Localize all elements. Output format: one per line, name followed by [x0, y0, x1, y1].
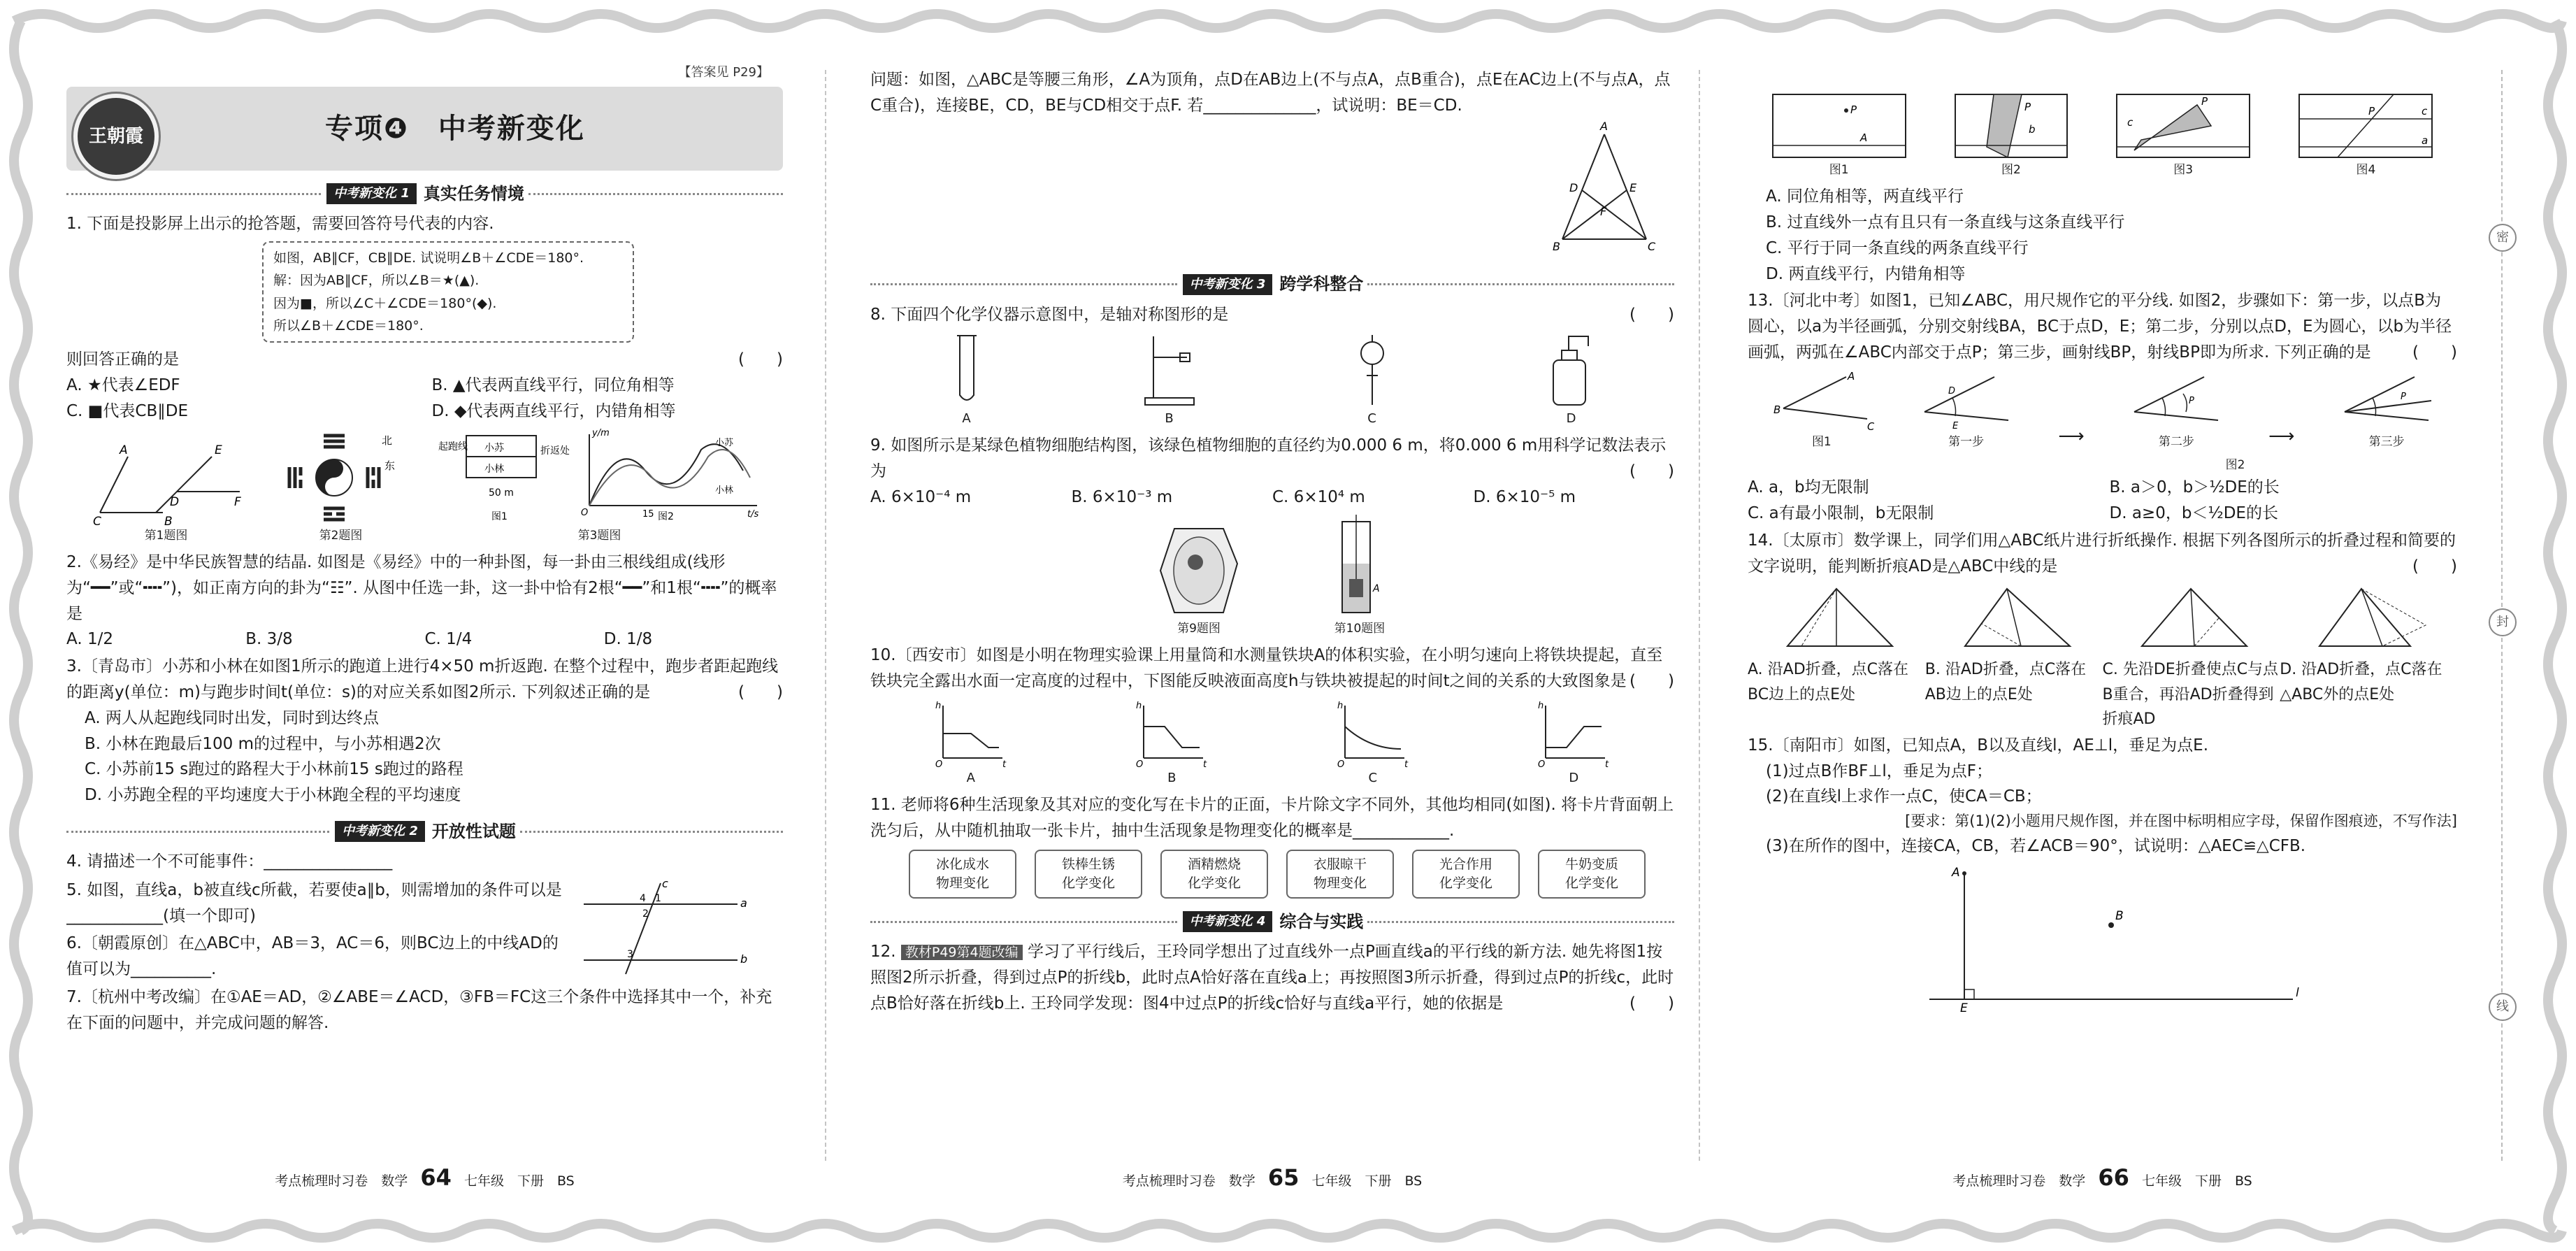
- angle-label: 1: [655, 893, 661, 905]
- graph-label: D: [1569, 770, 1579, 785]
- question-stem: 8. 下面四个化学仪器示意图中，是轴对称图形的是: [870, 305, 1229, 324]
- question-15: [1748, 733, 2457, 1022]
- option-a: A. a，b均无限制: [1748, 478, 1869, 497]
- figure-q1: [86, 443, 247, 545]
- page-footer: [870, 1160, 1674, 1196]
- point-label: B: [1553, 239, 1560, 253]
- question-stem: 学习了平行线后，王玲同学想出了过直线外一点P画直线a的平行线的新方法. 她先将图1按照图2所示折叠，得到过点P的折线b，此时点A恰好落在直线a上；再按照图3所示折叠，得到过点P的折线c，此时点B恰好落在折线b上. 王玲同学发现：图4中过点P的折线c恰好与直线a平行，她的依据是: [870, 943, 1674, 1013]
- svg-text:O: O: [935, 759, 942, 769]
- svg-text:A: A: [1847, 369, 1855, 383]
- fig-axis-t: t/s: [747, 508, 758, 520]
- figure-q13-step3: [2338, 370, 2435, 452]
- option-b: B. 6×10⁻³ m: [1071, 487, 1173, 506]
- test-tube-icon: [946, 332, 988, 409]
- point-label: A: [1952, 865, 1960, 880]
- point-label: D: [169, 494, 179, 509]
- option-c: C. ■代表CB∥DE: [66, 401, 188, 420]
- figure-caption: 图3: [2173, 163, 2194, 177]
- section-heading-4: [870, 908, 1674, 935]
- svg-text:A: A: [1859, 131, 1867, 144]
- question-5-row: [66, 876, 783, 983]
- svg-text:P: P: [2024, 101, 2031, 113]
- line-label: l: [2296, 985, 2299, 1000]
- answer-paren: ( ): [1629, 462, 1674, 481]
- fig-origin: O: [580, 507, 588, 518]
- option-b: B. a＞0，b＞½DE的长: [2109, 478, 2280, 497]
- figure-caption: 图1: [1811, 434, 1832, 449]
- section-heading-3: [870, 271, 1674, 297]
- angle-label: 3: [627, 949, 633, 961]
- svg-text:P: P: [2401, 391, 2406, 402]
- fold-option-a: [1773, 583, 1899, 653]
- answer-paren: ( ): [738, 350, 783, 369]
- angle-label: 2: [642, 908, 649, 920]
- instrument-a: [946, 332, 988, 429]
- page-footer: [1748, 1160, 2457, 1196]
- instrument-label: C: [1367, 410, 1376, 426]
- card: 牛奶变质 化学变化: [1538, 850, 1646, 899]
- figure-caption: 第10题图: [1334, 621, 1386, 636]
- footer-series: 考点梳理时习卷 数学: [1952, 1173, 2086, 1189]
- option-b: B. 过直线外一点有且只有一条直线与这条直线平行: [1766, 213, 2125, 231]
- fig-label-su: 小苏: [484, 442, 504, 454]
- figure-q15: [1887, 859, 2307, 1013]
- page-65: [870, 63, 1674, 1196]
- page-number: 65: [1267, 1164, 1300, 1191]
- answer-blank[interactable]: ______________: [1203, 96, 1316, 115]
- point-label: A: [1600, 120, 1608, 133]
- option-b: B. ▲代表两直线平行，同位角相等: [431, 376, 675, 395]
- answer-paren: ( ): [1629, 994, 1674, 1013]
- question-stem: 15.〔南阳市〕如图，已知点A，B以及直线l，AE⊥l，垂足为点E.: [1748, 736, 2209, 755]
- arrow-icon: ⟶: [2268, 426, 2295, 448]
- svg-text:h: h: [1136, 700, 1142, 711]
- point-label: A: [119, 443, 128, 457]
- answer-blank[interactable]: ________________: [264, 852, 393, 871]
- line-label-a: a: [740, 896, 747, 910]
- answer-box: [262, 241, 634, 343]
- question-stem: 6.〔朝霞原创〕在△ABC中，AB＝3，AC＝6，则BC边上的中线AD的值可以为: [66, 934, 559, 978]
- question-11: [870, 792, 1674, 899]
- fold-option-d: [2305, 583, 2431, 653]
- option-c: C. 小苏前15 s跑过的路程大于小林前15 s跑过的路程: [85, 760, 463, 779]
- question-9: [870, 433, 1674, 638]
- figure-caption: 第1题图: [144, 528, 188, 543]
- card: 衣服晾干 物理变化: [1286, 850, 1394, 899]
- binding-line: [2489, 70, 2517, 1161]
- fold-fig-1: [1769, 91, 1909, 161]
- footer-series: 考点梳理时习卷 数学: [275, 1173, 408, 1189]
- svg-text:t: t: [1002, 759, 1006, 769]
- option-c: C. 6×10⁴ m: [1272, 487, 1365, 506]
- fold-option-b: [1951, 583, 2077, 653]
- option-c: C. 1/4: [424, 630, 473, 649]
- sub-question-1: (1)过点B作BF⊥l，垂足为点F；: [1766, 762, 1993, 780]
- figure-q12-1: [1769, 91, 1909, 180]
- options: [66, 373, 783, 424]
- question-4: [66, 849, 783, 875]
- brand-logo: 王朝霞: [73, 94, 159, 179]
- card: 酒精燃烧 化学变化: [1160, 850, 1268, 899]
- option-a: A. 沿AD折叠，点C落在BC边上的点E处: [1748, 661, 1909, 703]
- angle-abc-figure: [1769, 370, 1874, 433]
- option-d: D. ◆代表两直线平行，内错角相等: [431, 401, 676, 420]
- figure-row: [870, 515, 1674, 638]
- option-d: D. 两直线平行，内错角相等: [1766, 264, 1966, 283]
- option-c: C. 先沿DE折叠使点C与点B重合，再沿AD折叠得到折痕AD: [2102, 661, 2279, 728]
- question-stem: 5. 如图，直线a，b被直线c所截，若要使a∥b，则需增加的条件可以是: [66, 881, 562, 900]
- figure-q12-4: [2296, 91, 2435, 180]
- option-a: A. 1/2: [66, 630, 113, 649]
- point-label: C: [92, 514, 101, 527]
- svg-text:h: h: [1538, 700, 1544, 711]
- section-header: [66, 65, 783, 171]
- figure-row-q12: [1748, 91, 2457, 180]
- graduated-cylinder-figure: [1328, 515, 1391, 620]
- point-label: B: [2115, 908, 2124, 923]
- graph-d-plot: [1535, 699, 1612, 769]
- svg-text:t: t: [1605, 759, 1609, 769]
- point-label: B: [164, 514, 173, 527]
- question-tail: ，试说明：BE＝CD.: [1316, 96, 1462, 115]
- svg-text:P: P: [2189, 395, 2195, 406]
- footer-series: 考点梳理时习卷 数学: [1122, 1173, 1255, 1189]
- point-label: C: [1648, 239, 1656, 253]
- answer-paren: ( ): [738, 682, 783, 701]
- svg-text:b: b: [2028, 123, 2036, 136]
- section-tag: 中考新变化 1: [326, 183, 417, 204]
- graph-b: [1133, 699, 1210, 789]
- question-stem: 1. 下面是投影屏上出示的抢答题，需要回答符号代表的内容.: [66, 215, 494, 234]
- option-b: B. 沿AD折叠，点C落在AB边上的点E处: [1924, 661, 2087, 703]
- question-5-6-text: [66, 876, 570, 983]
- fold-fig-2: [1952, 91, 2071, 161]
- question-14: [1748, 528, 2457, 731]
- graph-a: [933, 699, 1009, 789]
- svg-text:A: A: [1373, 582, 1380, 594]
- answer-reference: 【答案见 P29】: [678, 65, 769, 80]
- question-7: [66, 985, 783, 1036]
- question-stem: 2.《易经》是中华民族智慧的结晶. 如图是《易经》中的一种卦图，每一卦由三根线组成(线形为“━━”或“╍╍”)，如正南方向的卦为“☷”. 从图中任选一卦，这一卦中恰有2根“━━”和1根“╍╍”的概率是: [66, 552, 777, 623]
- page-64: [66, 63, 783, 1196]
- point-label: E: [214, 443, 222, 457]
- question-stem: 10.〔西安市〕如图是小明在物理实验课上用量筒和水测量铁块A的体积实验，在小明匀速向上将铁块提起，直至铁块完全露出水面一定高度的过程中，下图能反映液面高度h与铁块被提起的时间t之间的关系的大致图象是: [870, 645, 1663, 690]
- svg-text:t: t: [1404, 759, 1408, 769]
- side-tab-feng: 封: [2489, 608, 2517, 636]
- point-label: E: [1960, 1001, 1968, 1013]
- box-line: 解：因为AB∥CF，所以∠B＝★(▲).: [273, 273, 480, 289]
- option-a: A. 同位角相等，两直线平行: [1766, 187, 1964, 206]
- card: 光合作用 化学变化: [1412, 850, 1520, 899]
- figure-q10: [1328, 515, 1391, 638]
- figure-caption: 第2题图: [319, 528, 363, 543]
- svg-text:P: P: [2201, 95, 2208, 108]
- point-label: F: [233, 494, 241, 509]
- box-line: 所以∠B＋∠CDE＝180°.: [273, 318, 424, 334]
- column-divider: [825, 70, 826, 1161]
- angle-label: 4: [640, 893, 646, 905]
- answer-paren: ( ): [1629, 671, 1674, 690]
- question-12: 12. 教材P49第4题改编 学习了平行线后，王玲同学想出了过直线外一点P画直线a的平行线的新方法. 她先将图1按照图2所示折叠，得到过点P的折线b，此时点A恰好落在直线a上；再按照图3所示折叠，得到过点P的折线c，此时点B恰好落在折线b上. 王玲同学发现：图4中过点P的折线c恰好与直线a平行，她的依据是 ( ): [870, 939, 1674, 1016]
- iron-stand-icon: [1138, 332, 1201, 409]
- svg-text:B: B: [1773, 403, 1781, 416]
- option-d: D. 6×10⁻⁵ m: [1473, 487, 1576, 506]
- instrument-label: B: [1165, 410, 1174, 426]
- graph-label: B: [1167, 770, 1177, 785]
- fold-fig-3: [2113, 91, 2253, 161]
- graph-label: A: [966, 770, 975, 785]
- question-stem: 13.〔河北中考〕如图1，已知∠ABC，用尺规作它的平分线. 如图2，步骤如下：第一步，以点B为圆心，以a为半径画弧，分别交射线BA，BC于点D，E；第二步，分别以点D，E为圆心，以b为半径画弧，两弧在∠ABC内部交于点P；第三步，画射线BP，射线BP即为所求. 下列正确的是: [1748, 292, 2452, 362]
- fig-label-start: 起跑线: [438, 441, 468, 452]
- fig-tick-15: 15: [642, 508, 654, 520]
- figure-q9: [1153, 522, 1244, 638]
- svg-text:P: P: [2368, 105, 2375, 117]
- figure-q13-step2: [2127, 370, 2225, 452]
- sub-question-2: (2)在直线l上求作一点C，使CA＝CB；: [1766, 787, 2042, 806]
- svg-text:c: c: [2127, 116, 2134, 129]
- section-title: 跨学科整合: [1279, 274, 1364, 294]
- figure-q2: [285, 429, 397, 545]
- svg-text:t: t: [1203, 759, 1207, 769]
- options: [66, 627, 783, 652]
- step-2-figure: [2127, 370, 2225, 433]
- graph-label: C: [1368, 770, 1378, 785]
- option-a: A. 两人从起跑线同时出发，同时到达终点: [85, 708, 379, 727]
- answer-blank[interactable]: ____________: [66, 906, 163, 925]
- question-stem: 问题：如图，△ABC是等腰三角形，∠A为顶角，点D在AB边上(不与点A，点B重合)，点E在AC边上(不与点A，点C重合)，连接BE，CD，BE与CD相交于点F. 若: [870, 71, 1671, 115]
- svg-text:O: O: [1337, 759, 1344, 769]
- section-title: 开放性试题: [431, 821, 516, 841]
- answer-blank[interactable]: __________: [131, 959, 211, 978]
- figure-caption: 第3题图: [577, 528, 621, 543]
- question-3: [66, 654, 783, 808]
- question-13: [1748, 288, 2457, 526]
- option-d: D. 小苏跑全程的平均速度大于小林跑全程的平均速度: [85, 786, 461, 805]
- question-10: [870, 643, 1674, 788]
- card: 铁棒生锈 化学变化: [1035, 850, 1142, 899]
- option-d: D. 1/8: [603, 630, 653, 649]
- line-label-b: b: [740, 952, 748, 966]
- box-line: 因为■，所以∠C＋∠CDE＝180°(◆).: [273, 295, 497, 311]
- figure-caption: 图1: [1829, 163, 1849, 177]
- construction-requirement: [要求：第(1)(2)小题用尺规作图，并在图中标明相应字母，保留作图痕迹，不写作法]: [1905, 813, 2457, 830]
- track-and-graph-figure: [436, 429, 764, 527]
- compass-north: 北: [381, 434, 392, 447]
- figure-q3: [436, 429, 764, 545]
- question-stem: 3.〔青岛市〕小苏和小林在如图1所示的跑道上进行4×50 m折返跑. 在整个过程中，跑步者距起跑线的距离y(单位：m)与跑步时间t(单位：s)的对应关系如图2所示. 下列叙述正确的是: [66, 657, 779, 701]
- graph-c-plot: [1334, 699, 1411, 769]
- options: [1748, 475, 2457, 527]
- instrument-label: A: [962, 410, 971, 426]
- option-a: A. ★代表∠EDF: [66, 376, 180, 395]
- lab-instruments: [870, 332, 1674, 429]
- option-b: B. 3/8: [245, 630, 293, 649]
- section-tag: 中考新变化 4: [1183, 911, 1273, 932]
- answer-paren: ( ): [1629, 305, 1674, 324]
- instrument-d: [1544, 332, 1599, 429]
- figure-q5: [570, 876, 751, 981]
- figure-q7: [1548, 120, 1660, 253]
- figure-caption: 图2: [2001, 163, 2021, 177]
- svg-text:c: c: [2422, 105, 2428, 117]
- answer-paren: ( ): [2412, 343, 2457, 362]
- fig-label-fig1: 图1: [491, 510, 508, 522]
- page-title: 专项❹ 中考新变化: [325, 113, 585, 145]
- point-label: E: [1629, 180, 1637, 194]
- question-stem: 9. 如图所示是某绿色植物细胞结构图，该绿色植物细胞的直径约为0.000 6 m，将0.000 6 m用科学记数法表示为: [870, 436, 1667, 481]
- instrument-b: [1138, 332, 1201, 429]
- option-c: C. 平行于同一条直线的两条直线平行: [1766, 238, 2029, 257]
- side-tab-xian: 线: [2489, 993, 2517, 1021]
- option-a: A. 6×10⁻⁴ m: [870, 487, 972, 506]
- svg-text:P: P: [1850, 103, 1857, 116]
- figure-q12-2: [1952, 91, 2071, 180]
- question-8: [870, 302, 1674, 429]
- section-heading-1: [66, 180, 783, 207]
- gas-bottle-icon: [1544, 332, 1599, 409]
- svg-text:h: h: [935, 700, 941, 711]
- svg-text:C: C: [1866, 420, 1874, 433]
- figure-caption: 第9题图: [1177, 621, 1221, 636]
- answer-blank[interactable]: ____________: [1353, 822, 1449, 841]
- separatory-funnel-icon: [1351, 332, 1393, 409]
- options: [1748, 657, 2457, 731]
- option-c: C. a有最小限制，b无限制: [1748, 503, 1934, 522]
- graph-a-plot: [933, 699, 1009, 769]
- figure-row: [66, 429, 783, 545]
- option-d: D. 沿AD折叠，点C落在△ABC外的点E处: [2280, 661, 2442, 703]
- question-stem: 11. 老师将6种生活现象及其对应的变化写在卡片的正面，卡片除文字不同外，其他均相同(如图). 将卡片背面朝上洗匀后，从中随机抽取一张卡片，抽中生活现象是物理变化的概率是: [870, 796, 1674, 841]
- figure-caption: 图2: [2225, 457, 2245, 472]
- graph-d: [1535, 699, 1612, 789]
- question-ask: 则回答正确的是: [66, 350, 179, 369]
- compass-east: 东: [384, 459, 395, 472]
- question-tail: .: [211, 959, 217, 978]
- figure-q13-step1: [1917, 370, 2015, 452]
- figure-q13-1: [1769, 370, 1874, 452]
- svg-text:a: a: [2422, 134, 2429, 147]
- sub-question-3: (3)在所作的图中，连接CA，CB，若∠ACB＝90°，试说明：△AEC≌△CFB.: [1766, 836, 2306, 855]
- option-b: B. 小林在跑最后100 m的过程中，与小苏相遇2次: [85, 734, 441, 753]
- options: [870, 485, 1674, 510]
- fig-axis-y: y/m: [591, 428, 610, 438]
- page-number: 66: [2098, 1164, 2129, 1191]
- column-divider: [1699, 70, 1700, 1161]
- step-caption: 第一步: [1948, 434, 1985, 449]
- source-tag: 教材P49第4题改编: [901, 945, 1023, 960]
- question-stem: 14.〔太原市〕数学课上，同学们用△ABC纸片进行折纸操作. 根据下列各图所示的折叠过程和简要的文字说明，能判断折痕AD是△ABC中线的是: [1748, 531, 2456, 576]
- fig-label-50m: 50 m: [488, 487, 514, 499]
- fig-label-lin: 小林: [484, 463, 504, 475]
- section-title: 综合与实践: [1279, 911, 1364, 931]
- fig-series-su: 小苏: [714, 437, 733, 448]
- page-66: [1748, 63, 2457, 1196]
- step-1-figure: [1917, 370, 2015, 433]
- fold-option-c: [2128, 583, 2254, 653]
- page-number: 64: [420, 1164, 452, 1191]
- phenomenon-cards: [909, 850, 1674, 899]
- figure-row-q14: [1748, 583, 2457, 653]
- point-label: D: [1569, 180, 1578, 194]
- question-5: [66, 878, 570, 929]
- line-label-c: c: [662, 877, 668, 891]
- svg-text:O: O: [1136, 759, 1144, 769]
- question-6: [66, 931, 570, 982]
- option-d: D. a≥0，b＜½DE的长: [2109, 503, 2278, 522]
- section-tag: 中考新变化 3: [1183, 274, 1273, 295]
- graph-options: [870, 699, 1674, 789]
- fig-label-fig2: 图2: [657, 510, 674, 522]
- svg-text:h: h: [1337, 700, 1343, 711]
- fig-series-lin: 小林: [714, 485, 733, 496]
- fig-label-turn: 折返处: [540, 445, 570, 457]
- footer-grade: 七年级 下册 BS: [463, 1173, 575, 1189]
- step-caption: 第三步: [2368, 434, 2405, 449]
- svg-text:E: E: [1952, 420, 1958, 431]
- point-label: F: [1600, 204, 1607, 218]
- question-7-continued: [870, 67, 1674, 119]
- section-tag: 中考新变化 2: [335, 821, 425, 842]
- instrument-label: D: [1566, 410, 1576, 426]
- instrument-c: [1351, 332, 1393, 429]
- arrow-icon: ⟶: [2058, 426, 2085, 448]
- footer-grade: 七年级 下册 BS: [2141, 1173, 2252, 1189]
- answer-paren: ( ): [2412, 557, 2457, 576]
- graph-c: [1334, 699, 1411, 789]
- question-2: [66, 550, 783, 652]
- figure-q12-3: [2113, 91, 2253, 180]
- svg-text:D: D: [1948, 385, 1955, 396]
- step-caption: 第二步: [2158, 434, 2194, 449]
- section-heading-2: [66, 818, 783, 845]
- question-tail: .: [1449, 822, 1455, 841]
- page-footer: [66, 1160, 783, 1196]
- question-1: [66, 211, 783, 545]
- figure-row-q13: [1748, 370, 2457, 452]
- footer-grade: 七年级 下册 BS: [1311, 1173, 1423, 1189]
- question-stem: 7.〔杭州中考改编〕在①AE＝AD，②∠ABE＝∠ACD，③FB＝FC这三个条件中选择其中一个，补充在下面的问题中，并完成问题的解答.: [66, 988, 772, 1033]
- bagua-figure: [285, 429, 397, 527]
- question-stem: 4. 请描述一个不可能事件：: [66, 852, 264, 871]
- side-tab-mi: 密: [2489, 224, 2517, 252]
- plant-cell-figure: [1153, 522, 1244, 620]
- section-title: 真实任务情境: [423, 184, 524, 203]
- graph-b-plot: [1133, 699, 1210, 769]
- figure-caption: 图4: [2356, 163, 2376, 177]
- card: 冰化成水 物理变化: [909, 850, 1016, 899]
- svg-text:O: O: [1538, 759, 1546, 769]
- fold-fig-4: [2296, 91, 2435, 161]
- box-line: 如图，AB∥CF，CB∥DE. 试说明∠B＋∠CDE＝180°.: [273, 250, 584, 266]
- parallel-lines-figure: [86, 443, 247, 527]
- question-tail: (填一个即可): [163, 906, 256, 925]
- step-3-figure: [2338, 370, 2435, 433]
